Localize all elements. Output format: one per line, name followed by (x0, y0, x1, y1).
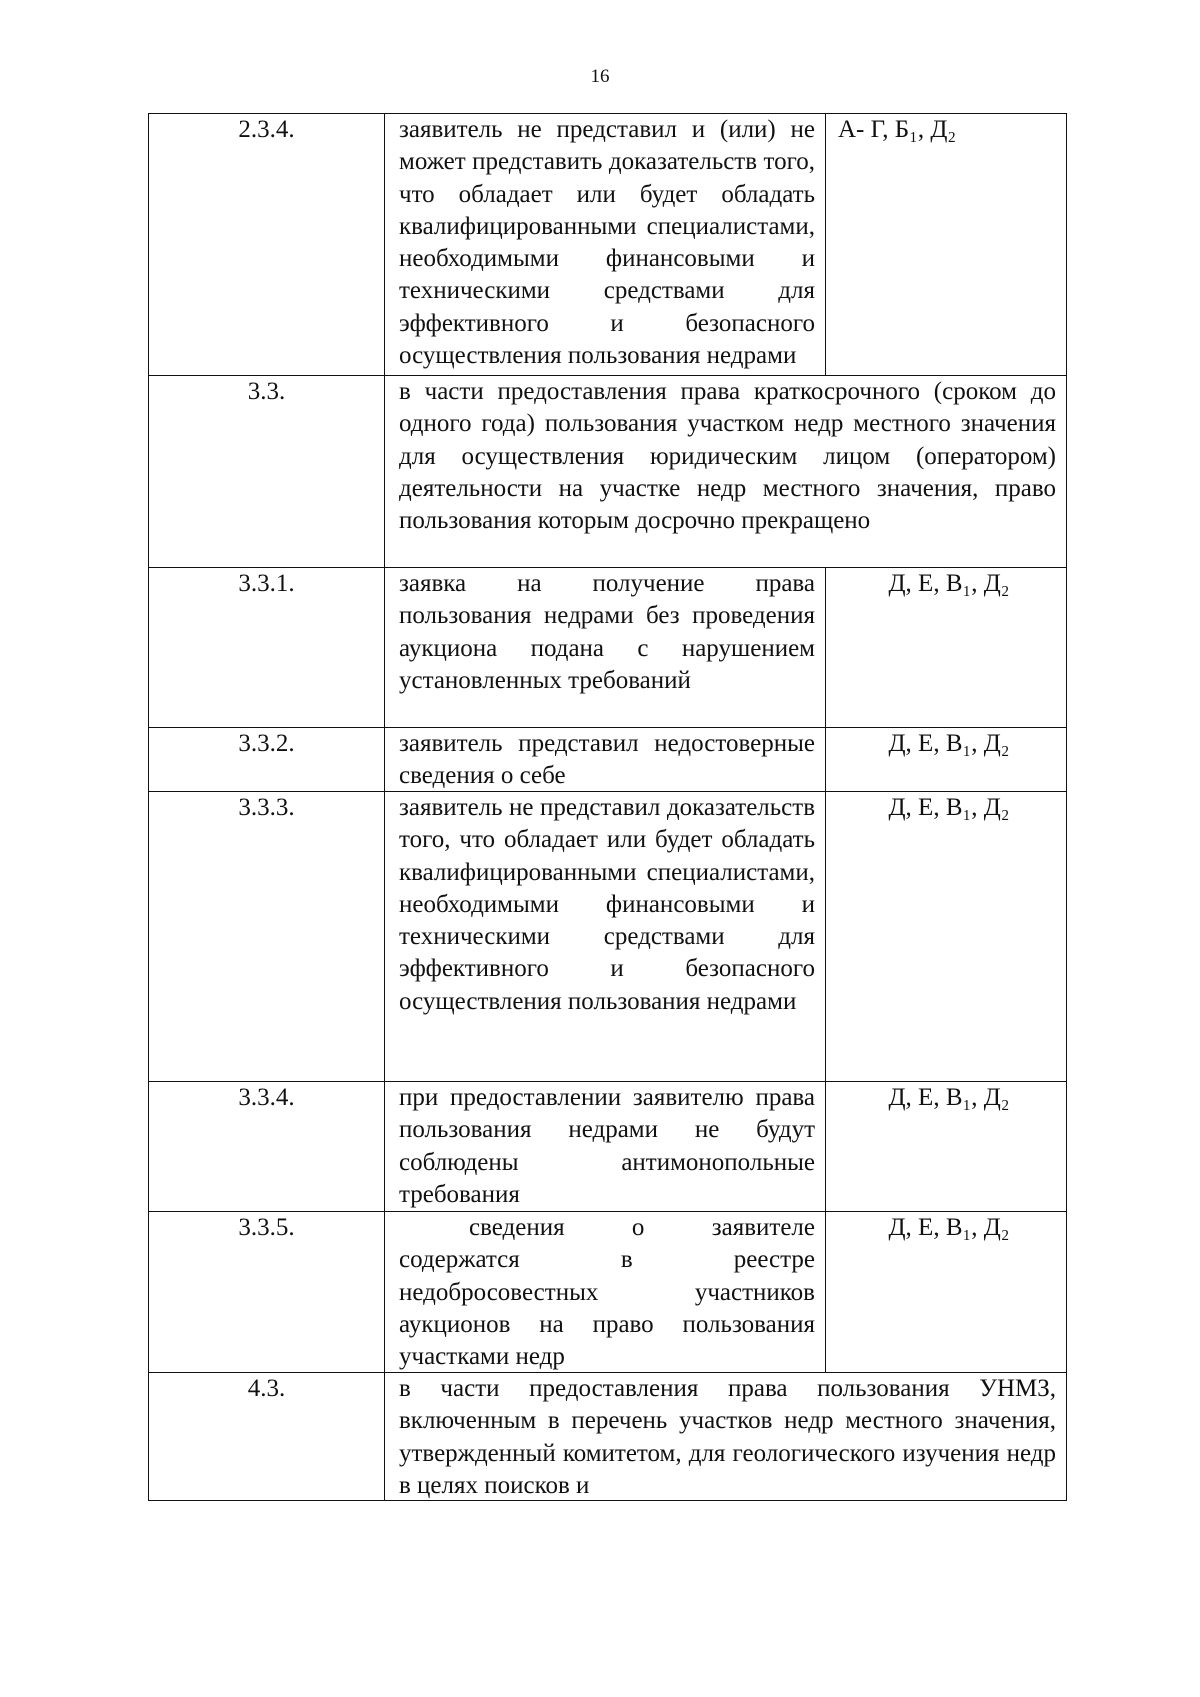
row-basis: А- Г, Б₁, Д₂ (838, 116, 957, 143)
row-number: 3.3.1. (149, 568, 385, 727)
table-row (149, 1373, 1066, 1501)
table-row (149, 1212, 1066, 1373)
row-number: 2.3.4. (149, 114, 385, 375)
table-row (149, 728, 1066, 792)
row-number: 3.3.2. (149, 728, 385, 791)
row-basis: Д, Е, В₁, Д₂ (888, 570, 1010, 597)
page-number: 16 (590, 66, 610, 87)
row-number: 4.3. (149, 1373, 385, 1500)
table-row (149, 376, 1066, 568)
row-basis: Д, Е, В₁, Д₂ (888, 1084, 1010, 1111)
table-row (149, 568, 1066, 728)
row-basis: Д, Е, В₁, Д₂ (888, 730, 1010, 757)
row-description: в части предоставления права пользования УНМЗ, включенным в перечень участков недр местного значения, утвержденный комитетом, для геологического изучения недр в целях поисков и (399, 1375, 1056, 1499)
row-description: заявка на получение права пользования недрами без проведения аукциона подана с нарушением установленных требований (385, 568, 826, 727)
row-description: заявитель не представил доказательств того, что обладает или будет обладать квалифицированными специалистами, необходимыми финансовыми и техническими средствами для эффективного и безопасного осуществления пользования недрами (385, 792, 826, 1081)
row-number: 3.3.3. (149, 792, 385, 1081)
row-description: при предоставлении заявителю права пользования недрами не будут соблюдены антимонопольные требования (385, 1082, 826, 1211)
row-basis: Д, Е, В₁, Д₂ (888, 794, 1010, 821)
row-description: заявитель представил недостоверные сведения о себе (385, 728, 826, 791)
table-row (149, 114, 1066, 376)
row-number: 3.3.5. (149, 1212, 385, 1372)
row-description: в части предоставления права краткосрочного (сроком до одного года) пользования участком недр местного значения для осуществления юридическим лицом (оператором) деятельности на участке недр местного значения, право пользования которым досрочно прекращено (399, 378, 1056, 535)
row-number: 3.3.4. (149, 1082, 385, 1211)
table-row (149, 1082, 1066, 1212)
row-number: 3.3. (149, 376, 385, 567)
row-basis: Д, Е, В₁, Д₂ (888, 1214, 1010, 1241)
row-description: заявитель не представил и (или) не может представить доказательств того, что обладает или будет обладать квалифицированными специалистами, необходимыми финансовыми и техническими средствами для эффективного и безопасного осуществления пользования недрами (385, 114, 826, 375)
table-row (149, 792, 1066, 1082)
document-table (148, 113, 1067, 1501)
row-description: сведения о заявителе содержатся в реестре недобросовестных участников аукционов на право пользования участками недр (385, 1212, 826, 1372)
